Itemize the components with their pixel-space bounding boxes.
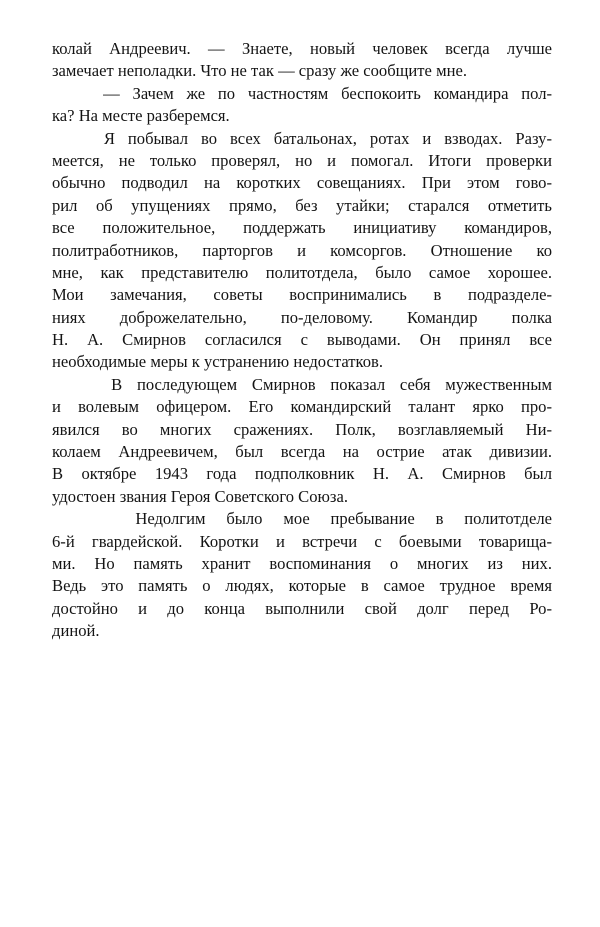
text-line: рил об упущениях прямо, без утайки; старался отметить <box>52 195 552 215</box>
text-line: В октябре 1943 года подполковник Н. А. Смирнов был <box>52 464 552 484</box>
text-line: явился во многих сражениях. Полк, возглавляемый Ни- <box>52 419 552 439</box>
text-line: меется, не только проверял, но и помогал. Итоги проверки <box>52 150 552 170</box>
paragraph-2 <box>52 83 552 128</box>
text-line: Н. А. Смирнов согласился с выводами. Он принял все <box>52 330 552 350</box>
text-line: и волевым офицером. Его командирский талант ярко про- <box>52 397 552 417</box>
text-line: ми. Но память хранит воспоминания о многих из них. <box>52 553 552 573</box>
paragraph-3 <box>52 128 552 374</box>
text-line: диной. <box>52 621 100 641</box>
text-line: Ведь это память о людях, которые в самое трудное время <box>52 576 552 596</box>
text-line: мне, как представителю политотдела, было самое хорошее. <box>52 262 552 282</box>
text-line: политработников, парторгов и комсоргов. Отношение ко <box>52 240 552 260</box>
text-line: ниях доброжелательно, по-деловому. Командир полка <box>52 307 552 327</box>
text-line: колай Андреевич. — Знаете, новый человек всегда лучше <box>52 39 552 58</box>
paragraph-4 <box>52 374 552 508</box>
text-line: ка? На месте разберемся. <box>52 106 230 126</box>
text-line: необходимые меры к устранению недостатков. <box>52 352 384 372</box>
text-line: В последующем Смирнов показал себя мужественным <box>52 374 552 394</box>
text-line: удостоен звания Героя Советского Союза. <box>52 486 348 506</box>
text-line: обычно подводил на коротких совещаниях. При этом гово- <box>52 173 552 193</box>
text-line: — Зачем же по частностям беспокоить командира пол- <box>52 83 552 103</box>
book-page <box>52 38 552 643</box>
text-line: все положительное, поддержать инициативу командиров, <box>52 218 552 238</box>
paragraph-5 <box>52 508 552 642</box>
text-line: достойно и до конца выполнили свой долг перед Ро- <box>52 598 552 618</box>
text-line: замечает неполадки. Что не так — сразу же сообщите мне. <box>52 61 467 81</box>
text-line: 6-й гвардейской. Коротки и встречи с боевыми товарища- <box>52 531 552 551</box>
text-line: колаем Андреевичем, был всегда на острие атак дивизии. <box>52 442 552 462</box>
text-line: Недолгим было мое пребывание в политотделе <box>52 509 552 529</box>
text-line: Мои замечания, советы воспринимались в подразделе- <box>52 285 552 305</box>
paragraph-1 <box>52 38 552 83</box>
text-line: Я побывал во всех батальонах, ротах и взводах. Разу- <box>52 128 552 148</box>
